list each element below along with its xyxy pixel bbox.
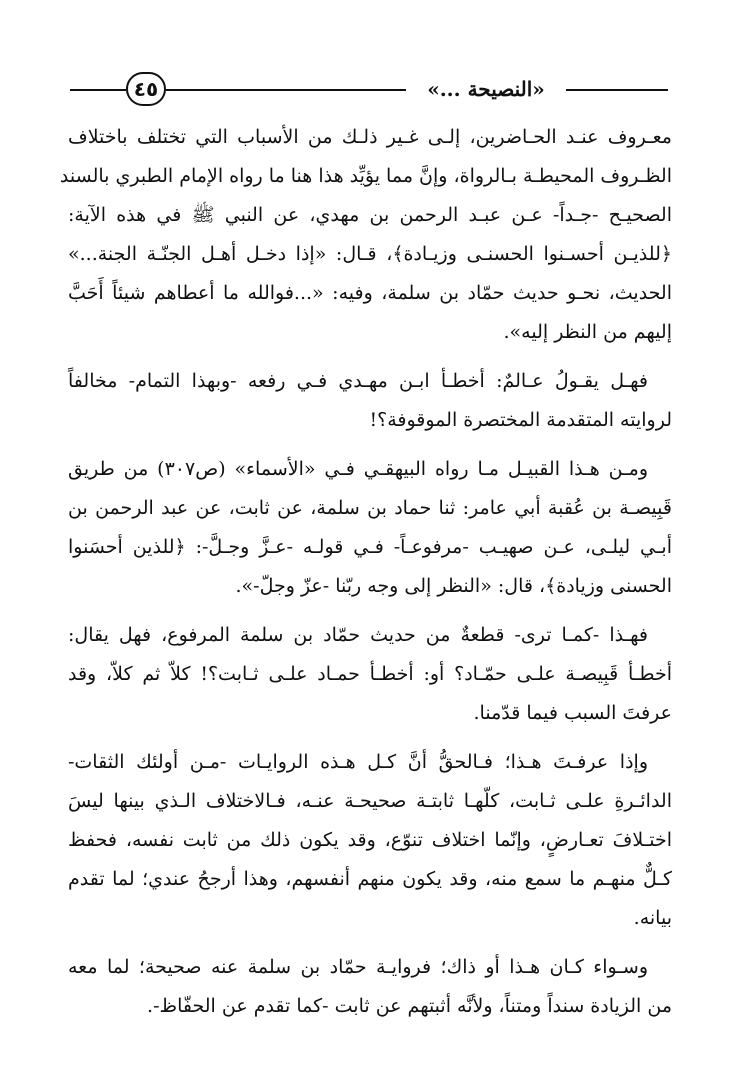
paragraph <box>68 362 672 440</box>
text-line: قَبِيصـة بن عُقبة أبي عامر: ثنا حماد بن سلمة، عن ثابت، عن عبد الرحمن بن <box>68 497 672 519</box>
text-line: أبـي ليلـى، عـن صهيـب -مرفوعـاً- فـي قولـه -عـزَّ وجـلَّ-: ﴿للذين أحسَنوا <box>68 536 672 558</box>
header-rule-left <box>70 89 126 91</box>
text-line: ﴿للذيـن أحسـنوا الحسنـى وزيـادة﴾، قـال: «إذا دخـل أهـل الجنّـة الجنة...» <box>68 243 672 265</box>
text-line: وإذا عرفـتَ هـذا؛ فـالحقُّ أنَّ كـل هـذه الروايـات -مـن أولئك الثقات- <box>68 751 648 773</box>
text-line: من الزيادة سنداً ومتناً، ولأنَّه أثبتهم عن ثابت -كما تقدم عن الحفّاظ-. <box>147 995 672 1017</box>
text-line: الصحيـح -جـداً- عـن عبـد الرحمن بن مهدي، عن النبي ﷺ في هذه الآية: <box>68 204 672 226</box>
paragraph <box>68 743 672 938</box>
text-line: معـروف عنـد الحـاضرين، إلـى غـير ذلـك من الأسباب التي تختلف باختلاف <box>68 126 672 148</box>
text-line: الحسنى وزيادة﴾، قال: «النظر إلى وجه ربّنا -عزّ وجلّ-». <box>235 575 672 597</box>
text-line: عرفتَ السبب فيما قدّمنا. <box>473 702 672 724</box>
text-line: وسـواء كـان هـذا أو ذاك؛ فروايـة حمّاد بن سلمة عنه صحيحة؛ لما معه <box>68 956 648 978</box>
text-line: بيانه. <box>633 907 672 929</box>
text-line: كـلٌّ منهـم ما سمع منه، وقد يكون منهم أنفسهم، وهذا أرجحُ عندي؛ لما تقدم <box>68 868 672 890</box>
paragraph <box>68 948 672 1026</box>
text-line: فهـذا -كمـا ترى- قطعةٌ من حديث حمّاد بن سلمة المرفوع، فهل يقال: <box>68 624 648 646</box>
text-line: إليهم من النظر إليه». <box>503 321 672 343</box>
paragraph <box>68 616 672 733</box>
text-line: الحديث، نحـو حديث حمّاد بن سلمة، وفيه: «...فوالله ما أعطاهم شيئاً أَحَبَّ <box>68 282 672 304</box>
running-title: «النصيحة ...» <box>427 77 545 101</box>
text-line: أخطـأ قَبِيصـة علـى حمّـاد؟ أو: أخطـأ حمـاد علـى ثـابت؟! كلاّ ثم كلاّ، وقد <box>68 663 672 685</box>
header-rule-right <box>566 89 668 91</box>
text-line: ومـن هـذا القبيـل مـا رواه البيهقـي فـي «الأسماء» (ص٣٠٧) من طريق <box>68 458 649 480</box>
page-number: ٤٥ <box>126 72 166 106</box>
paragraph <box>59 118 672 352</box>
text-line: لروايته المتقدمة المختصرة الموقوفة؟! <box>369 409 672 431</box>
text-line: اختـلافَ تعـارضٍ، وإنّما اختلاف تنوّع، وقد يكون ذلك من ثابت نفسه، فحفظ <box>68 829 672 851</box>
paragraph <box>68 450 672 606</box>
text-line: الدائـرةِ علـى ثـابت، كلّهـا ثابتـة صحيحـة عنـه، فـالاختلاف الـذي بينها ليسَ <box>68 790 672 812</box>
header-rule-middle <box>166 89 406 91</box>
page-header <box>70 70 668 110</box>
page-body <box>59 118 672 1036</box>
text-line: فهـل يقـولُ عـالمٌ: أخطـأ ابـن مهـدي فـي رفعه -وبهذا التمام- مخالفاً <box>68 370 648 392</box>
text-line: الظـروف المحيطـة بـالرواة، وإنَّ مما يؤيِّد هذا هنا ما رواه الإمام الطبري بالسند <box>59 165 672 187</box>
